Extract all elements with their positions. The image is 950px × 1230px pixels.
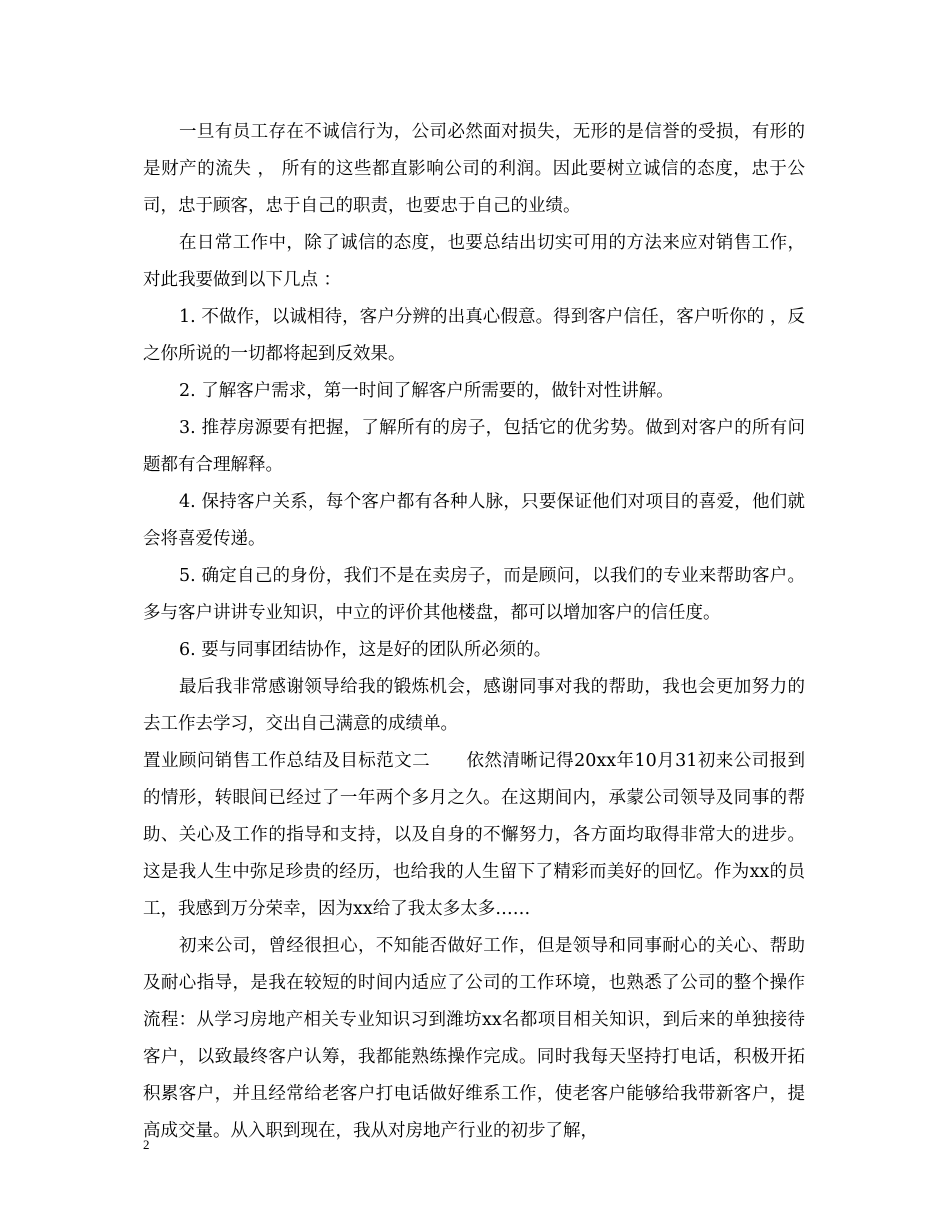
list-item-6: 6. 要与同事团结协作，这是好的团队所必须的。 <box>179 640 552 660</box>
paragraph-integrity: 一旦有员工存在不诚信行为，公司必然面对损失，无形的是信誉的受损，有形的是财产的流失 ， 所有的这些都直影响公司的利润。因此要树立诚信的态度，忠于公司，忠于顾客，忠于自己的职责，也要忠于自己的业绩。 <box>143 122 805 216</box>
paragraph-onboarding: 初来公司，曾经很担心，不知能否做好工作，但是领导和同事耐心的关心、帮助及耐心指导，是我在较短的时间内适应了公司的工作环境，也熟悉了公司的整个操作流程：从学习房地产相关专业知识习到潍坊xx名都项目相关知识，到后来的单独接待客户，以致最终客户认筹，我都能熟练操作完成。同时我每天坚持打电话，积极开拓积累客户，并且经常给老客户打电话做好维系工作，使老客户能够给我带新客户，提高成交量。从入职到现在，我从对房地产行业的初步了解， <box>143 936 805 1141</box>
page-number: 2 <box>143 1137 150 1152</box>
section-title: 置业顾问销售工作总结及目标范文二 <box>143 751 431 771</box>
list-item-5: 5. 确定自己的身份，我们不是在卖房子，而是顾问，以我们的专业来帮助客户。多与客户讲讲专业知识，中立的评价其他楼盘，都可以增加客户的信任度。 <box>143 566 805 623</box>
body-text <box>143 114 805 1150</box>
paragraph-thanks: 最后我非常感谢领导给我的锻炼机会，感谢同事对我的帮助，我也会更加努力的去工作去学习，交出自己满意的成绩单。 <box>143 677 805 734</box>
paragraph-methods-intro: 在日常工作中，除了诚信的态度，也要总结出切实可用的方法来应对销售工作，对此我要做到以下几点 ： <box>143 233 805 290</box>
list-item-3: 3. 推荐房源要有把握，了解所有的房子，包括它的优劣势。做到对客户的所有问题都有合理解释。 <box>143 418 805 475</box>
list-item-1: 1. 不做作，以诚相待，客户分辨的出真心假意。得到客户信任，客户听你的 ，反之你所说的一切都将起到反效果。 <box>143 307 805 364</box>
section-intro: 依然清晰记得20xx年10月31初来公司报到的情形，转眼间已经过了一年两个多月之久。在这期间内，承蒙公司领导及同事的帮助、关心及工作的指导和支持，以及自身的不懈努力，各方面均取得非常大的进步。这是我人生中弥足珍贵的经历，也给我的人生留下了精彩而美好的回忆。作为xx的员工，我感到万分荣幸，因为xx给了我太多太多…… <box>143 751 806 919</box>
section-paragraph <box>143 743 805 928</box>
list-item-2: 2. 了解客户需求，第一时间了解客户所需要的，做针对性讲解。 <box>179 381 674 401</box>
list-item-4: 4. 保持客户关系，每个客户都有各种人脉，只要保证他们对项目的喜爱，他们就会将喜爱传递。 <box>143 492 805 549</box>
